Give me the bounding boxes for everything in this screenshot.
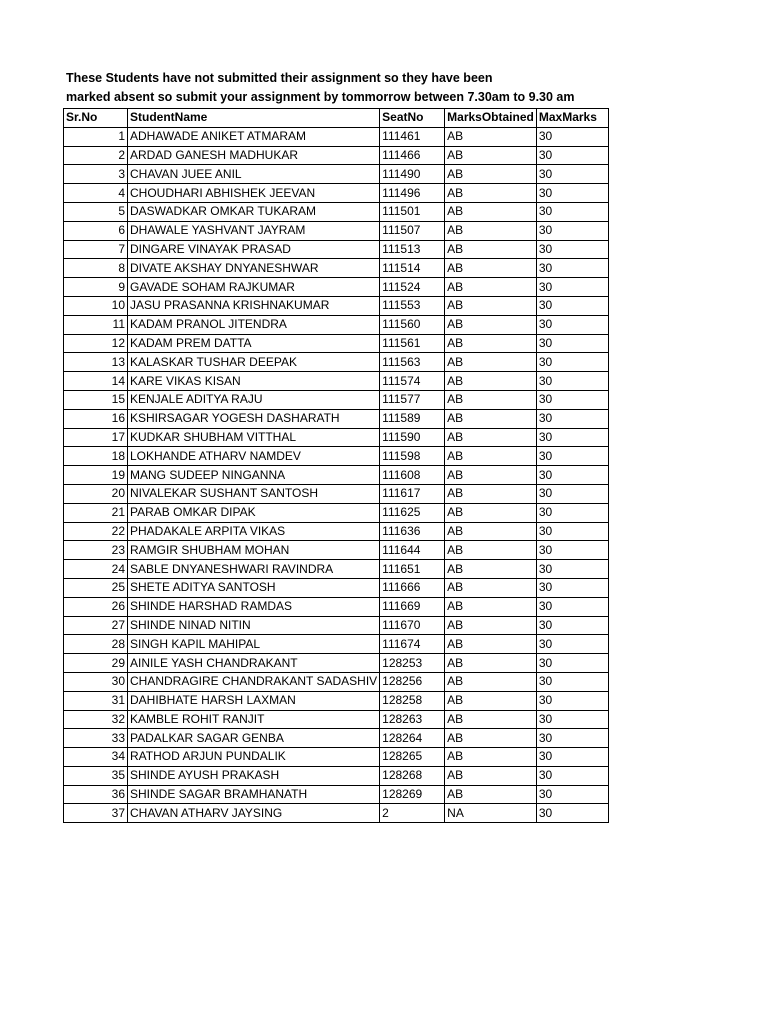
cell-marks-obtained: AB [445, 766, 537, 785]
cell-sr-no: 19 [64, 466, 128, 485]
cell-marks-obtained: AB [445, 578, 537, 597]
cell-student-name: ADHAWADE ANIKET ATMARAM [128, 127, 380, 146]
table-row [64, 372, 609, 391]
cell-sr-no: 21 [64, 503, 128, 522]
cell-student-name: KARE VIKAS KISAN [128, 372, 380, 391]
cell-student-name: SHETE ADITYA SANTOSH [128, 578, 380, 597]
cell-marks-obtained: AB [445, 278, 537, 297]
cell-student-name: SABLE DNYANESHWARI RAVINDRA [128, 560, 380, 579]
cell-max-marks: 30 [536, 334, 608, 353]
cell-marks-obtained: AB [445, 390, 537, 409]
cell-max-marks: 30 [536, 127, 608, 146]
cell-sr-no: 30 [64, 672, 128, 691]
table-row [64, 259, 609, 278]
cell-marks-obtained: AB [445, 372, 537, 391]
cell-sr-no: 9 [64, 278, 128, 297]
cell-sr-no: 3 [64, 165, 128, 184]
table-row [64, 240, 609, 259]
header-marks-obtained: MarksObtained [445, 109, 537, 128]
cell-max-marks: 30 [536, 409, 608, 428]
cell-max-marks: 30 [536, 691, 608, 710]
table-row [64, 165, 609, 184]
cell-max-marks: 30 [536, 710, 608, 729]
table-row [64, 748, 609, 767]
cell-marks-obtained: AB [445, 202, 537, 221]
cell-sr-no: 12 [64, 334, 128, 353]
cell-sr-no: 22 [64, 522, 128, 541]
table-row [64, 672, 609, 691]
cell-marks-obtained: AB [445, 560, 537, 579]
cell-max-marks: 30 [536, 672, 608, 691]
cell-sr-no: 4 [64, 184, 128, 203]
cell-max-marks: 30 [536, 635, 608, 654]
cell-student-name: CHANDRAGIRE CHANDRAKANT SADASHIV [128, 672, 380, 691]
cell-max-marks: 30 [536, 278, 608, 297]
cell-max-marks: 30 [536, 729, 608, 748]
table-row [64, 804, 609, 823]
cell-seat-no: 128258 [380, 691, 445, 710]
cell-sr-no: 1 [64, 127, 128, 146]
cell-max-marks: 30 [536, 202, 608, 221]
cell-marks-obtained: AB [445, 221, 537, 240]
cell-seat-no: 111674 [380, 635, 445, 654]
cell-student-name: DIVATE AKSHAY DNYANESHWAR [128, 259, 380, 278]
table-row [64, 729, 609, 748]
cell-student-name: CHAVAN ATHARV JAYSING [128, 804, 380, 823]
cell-student-name: CHAVAN JUEE ANIL [128, 165, 380, 184]
cell-student-name: ARDAD GANESH MADHUKAR [128, 146, 380, 165]
cell-max-marks: 30 [536, 654, 608, 673]
cell-seat-no: 111461 [380, 127, 445, 146]
cell-seat-no: 128256 [380, 672, 445, 691]
cell-student-name: KAMBLE ROHIT RANJIT [128, 710, 380, 729]
table-row [64, 597, 609, 616]
cell-student-name: DINGARE VINAYAK PRASAD [128, 240, 380, 259]
cell-student-name: KADAM PRANOL JITENDRA [128, 315, 380, 334]
cell-sr-no: 14 [64, 372, 128, 391]
cell-seat-no: 2 [380, 804, 445, 823]
cell-seat-no: 111589 [380, 409, 445, 428]
cell-marks-obtained: AB [445, 616, 537, 635]
cell-student-name: RAMGIR SHUBHAM MOHAN [128, 541, 380, 560]
table-row [64, 654, 609, 673]
absent-students-table [63, 108, 609, 823]
cell-seat-no: 111466 [380, 146, 445, 165]
cell-max-marks: 30 [536, 315, 608, 334]
cell-student-name: JASU PRASANNA KRISHNAKUMAR [128, 296, 380, 315]
header-max-marks: MaxMarks [536, 109, 608, 128]
cell-marks-obtained: AB [445, 654, 537, 673]
cell-sr-no: 6 [64, 221, 128, 240]
cell-seat-no: 111560 [380, 315, 445, 334]
table-row [64, 766, 609, 785]
cell-seat-no: 128268 [380, 766, 445, 785]
table-row [64, 221, 609, 240]
table-body [64, 127, 609, 822]
header-student-name: StudentName [128, 109, 380, 128]
cell-sr-no: 36 [64, 785, 128, 804]
cell-seat-no: 111617 [380, 484, 445, 503]
cell-student-name: KADAM PREM DATTA [128, 334, 380, 353]
cell-sr-no: 23 [64, 541, 128, 560]
cell-student-name: MANG SUDEEP NINGANNA [128, 466, 380, 485]
cell-seat-no: 111636 [380, 522, 445, 541]
cell-seat-no: 128269 [380, 785, 445, 804]
cell-seat-no: 111598 [380, 447, 445, 466]
cell-seat-no: 111513 [380, 240, 445, 259]
cell-seat-no: 111563 [380, 353, 445, 372]
cell-max-marks: 30 [536, 503, 608, 522]
cell-marks-obtained: AB [445, 146, 537, 165]
cell-max-marks: 30 [536, 240, 608, 259]
table-row [64, 691, 609, 710]
cell-marks-obtained: AB [445, 672, 537, 691]
cell-sr-no: 29 [64, 654, 128, 673]
table-header-row [64, 109, 609, 128]
cell-marks-obtained: AB [445, 296, 537, 315]
cell-student-name: SHINDE NINAD NITIN [128, 616, 380, 635]
cell-marks-obtained: AB [445, 353, 537, 372]
header-sr-no: Sr.No [64, 109, 128, 128]
cell-max-marks: 30 [536, 428, 608, 447]
cell-seat-no: 128265 [380, 748, 445, 767]
cell-marks-obtained: AB [445, 729, 537, 748]
cell-marks-obtained: AB [445, 635, 537, 654]
table-row [64, 184, 609, 203]
cell-sr-no: 18 [64, 447, 128, 466]
cell-sr-no: 26 [64, 597, 128, 616]
table-row [64, 334, 609, 353]
cell-seat-no: 111666 [380, 578, 445, 597]
cell-student-name: DAHIBHATE HARSH LAXMAN [128, 691, 380, 710]
cell-marks-obtained: AB [445, 691, 537, 710]
cell-student-name: RATHOD ARJUN PUNDALIK [128, 748, 380, 767]
cell-max-marks: 30 [536, 578, 608, 597]
cell-seat-no: 111608 [380, 466, 445, 485]
table-row [64, 616, 609, 635]
header-seat-no: SeatNo [380, 109, 445, 128]
cell-marks-obtained: AB [445, 334, 537, 353]
table-row [64, 127, 609, 146]
cell-marks-obtained: AB [445, 484, 537, 503]
cell-student-name: NIVALEKAR SUSHANT SANTOSH [128, 484, 380, 503]
cell-max-marks: 30 [536, 372, 608, 391]
cell-marks-obtained: AB [445, 184, 537, 203]
cell-seat-no: 111574 [380, 372, 445, 391]
cell-marks-obtained: NA [445, 804, 537, 823]
cell-max-marks: 30 [536, 560, 608, 579]
cell-sr-no: 17 [64, 428, 128, 447]
cell-max-marks: 30 [536, 616, 608, 635]
cell-marks-obtained: AB [445, 503, 537, 522]
table-row [64, 146, 609, 165]
cell-student-name: DASWADKAR OMKAR TUKARAM [128, 202, 380, 221]
cell-sr-no: 32 [64, 710, 128, 729]
cell-sr-no: 27 [64, 616, 128, 635]
cell-student-name: KENJALE ADITYA RAJU [128, 390, 380, 409]
cell-seat-no: 111496 [380, 184, 445, 203]
cell-sr-no: 35 [64, 766, 128, 785]
cell-marks-obtained: AB [445, 710, 537, 729]
table-row [64, 578, 609, 597]
cell-student-name: GAVADE SOHAM RAJKUMAR [128, 278, 380, 297]
cell-max-marks: 30 [536, 522, 608, 541]
cell-seat-no: 111524 [380, 278, 445, 297]
table-row [64, 390, 609, 409]
cell-sr-no: 24 [64, 560, 128, 579]
cell-seat-no: 111670 [380, 616, 445, 635]
cell-seat-no: 111507 [380, 221, 445, 240]
cell-sr-no: 33 [64, 729, 128, 748]
cell-student-name: KALASKAR TUSHAR DEEPAK [128, 353, 380, 372]
cell-marks-obtained: AB [445, 409, 537, 428]
cell-student-name: SHINDE SAGAR BRAMHANATH [128, 785, 380, 804]
cell-sr-no: 13 [64, 353, 128, 372]
cell-student-name: PHADAKALE ARPITA VIKAS [128, 522, 380, 541]
cell-student-name: KUDKAR SHUBHAM VITTHAL [128, 428, 380, 447]
cell-sr-no: 8 [64, 259, 128, 278]
cell-student-name: PADALKAR SAGAR GENBA [128, 729, 380, 748]
cell-marks-obtained: AB [445, 127, 537, 146]
cell-max-marks: 30 [536, 785, 608, 804]
cell-max-marks: 30 [536, 766, 608, 785]
cell-max-marks: 30 [536, 221, 608, 240]
cell-sr-no: 7 [64, 240, 128, 259]
cell-seat-no: 128263 [380, 710, 445, 729]
cell-max-marks: 30 [536, 146, 608, 165]
cell-student-name: CHOUDHARI ABHISHEK JEEVAN [128, 184, 380, 203]
cell-seat-no: 111490 [380, 165, 445, 184]
cell-seat-no: 111514 [380, 259, 445, 278]
cell-max-marks: 30 [536, 466, 608, 485]
cell-seat-no: 111561 [380, 334, 445, 353]
table-row [64, 710, 609, 729]
cell-sr-no: 37 [64, 804, 128, 823]
cell-sr-no: 25 [64, 578, 128, 597]
cell-max-marks: 30 [536, 296, 608, 315]
table-row [64, 503, 609, 522]
table-row [64, 466, 609, 485]
cell-marks-obtained: AB [445, 785, 537, 804]
cell-student-name: KSHIRSAGAR YOGESH DASHARATH [128, 409, 380, 428]
cell-seat-no: 111625 [380, 503, 445, 522]
cell-marks-obtained: AB [445, 541, 537, 560]
cell-sr-no: 15 [64, 390, 128, 409]
cell-max-marks: 30 [536, 541, 608, 560]
table-row [64, 428, 609, 447]
cell-seat-no: 128253 [380, 654, 445, 673]
notice-line-2: marked absent so submit your assignment by tommorrow between 7.30am to 9.30 am [66, 90, 575, 104]
cell-max-marks: 30 [536, 353, 608, 372]
cell-marks-obtained: AB [445, 597, 537, 616]
table-row [64, 202, 609, 221]
cell-sr-no: 5 [64, 202, 128, 221]
notice-text [66, 69, 626, 107]
cell-seat-no: 128264 [380, 729, 445, 748]
cell-max-marks: 30 [536, 748, 608, 767]
cell-student-name: DHAWALE YASHVANT JAYRAM [128, 221, 380, 240]
cell-max-marks: 30 [536, 447, 608, 466]
table-row [64, 484, 609, 503]
cell-marks-obtained: AB [445, 165, 537, 184]
cell-sr-no: 34 [64, 748, 128, 767]
table-row [64, 635, 609, 654]
cell-max-marks: 30 [536, 184, 608, 203]
cell-marks-obtained: AB [445, 315, 537, 334]
cell-sr-no: 11 [64, 315, 128, 334]
cell-student-name: PARAB OMKAR DIPAK [128, 503, 380, 522]
cell-sr-no: 31 [64, 691, 128, 710]
cell-sr-no: 10 [64, 296, 128, 315]
cell-seat-no: 111577 [380, 390, 445, 409]
cell-sr-no: 20 [64, 484, 128, 503]
table-row [64, 541, 609, 560]
cell-marks-obtained: AB [445, 259, 537, 278]
cell-student-name: SHINDE AYUSH PRAKASH [128, 766, 380, 785]
cell-marks-obtained: AB [445, 522, 537, 541]
cell-marks-obtained: AB [445, 748, 537, 767]
cell-marks-obtained: AB [445, 428, 537, 447]
cell-max-marks: 30 [536, 597, 608, 616]
cell-max-marks: 30 [536, 484, 608, 503]
table-row [64, 296, 609, 315]
table-row [64, 785, 609, 804]
cell-max-marks: 30 [536, 804, 608, 823]
cell-max-marks: 30 [536, 390, 608, 409]
cell-seat-no: 111553 [380, 296, 445, 315]
table-row [64, 560, 609, 579]
cell-max-marks: 30 [536, 165, 608, 184]
cell-seat-no: 111501 [380, 202, 445, 221]
cell-student-name: LOKHANDE ATHARV NAMDEV [128, 447, 380, 466]
table-row [64, 447, 609, 466]
cell-seat-no: 111644 [380, 541, 445, 560]
cell-seat-no: 111651 [380, 560, 445, 579]
cell-student-name: SHINDE HARSHAD RAMDAS [128, 597, 380, 616]
table-row [64, 409, 609, 428]
cell-marks-obtained: AB [445, 240, 537, 259]
cell-sr-no: 16 [64, 409, 128, 428]
table-row [64, 522, 609, 541]
cell-max-marks: 30 [536, 259, 608, 278]
cell-marks-obtained: AB [445, 447, 537, 466]
table-row [64, 353, 609, 372]
cell-student-name: AINILE YASH CHANDRAKANT [128, 654, 380, 673]
cell-sr-no: 2 [64, 146, 128, 165]
cell-student-name: SINGH KAPIL MAHIPAL [128, 635, 380, 654]
cell-seat-no: 111590 [380, 428, 445, 447]
table-row [64, 315, 609, 334]
cell-marks-obtained: AB [445, 466, 537, 485]
table-row [64, 278, 609, 297]
cell-sr-no: 28 [64, 635, 128, 654]
notice-line-1: These Students have not submitted their assignment so they have been [66, 71, 493, 85]
cell-seat-no: 111669 [380, 597, 445, 616]
